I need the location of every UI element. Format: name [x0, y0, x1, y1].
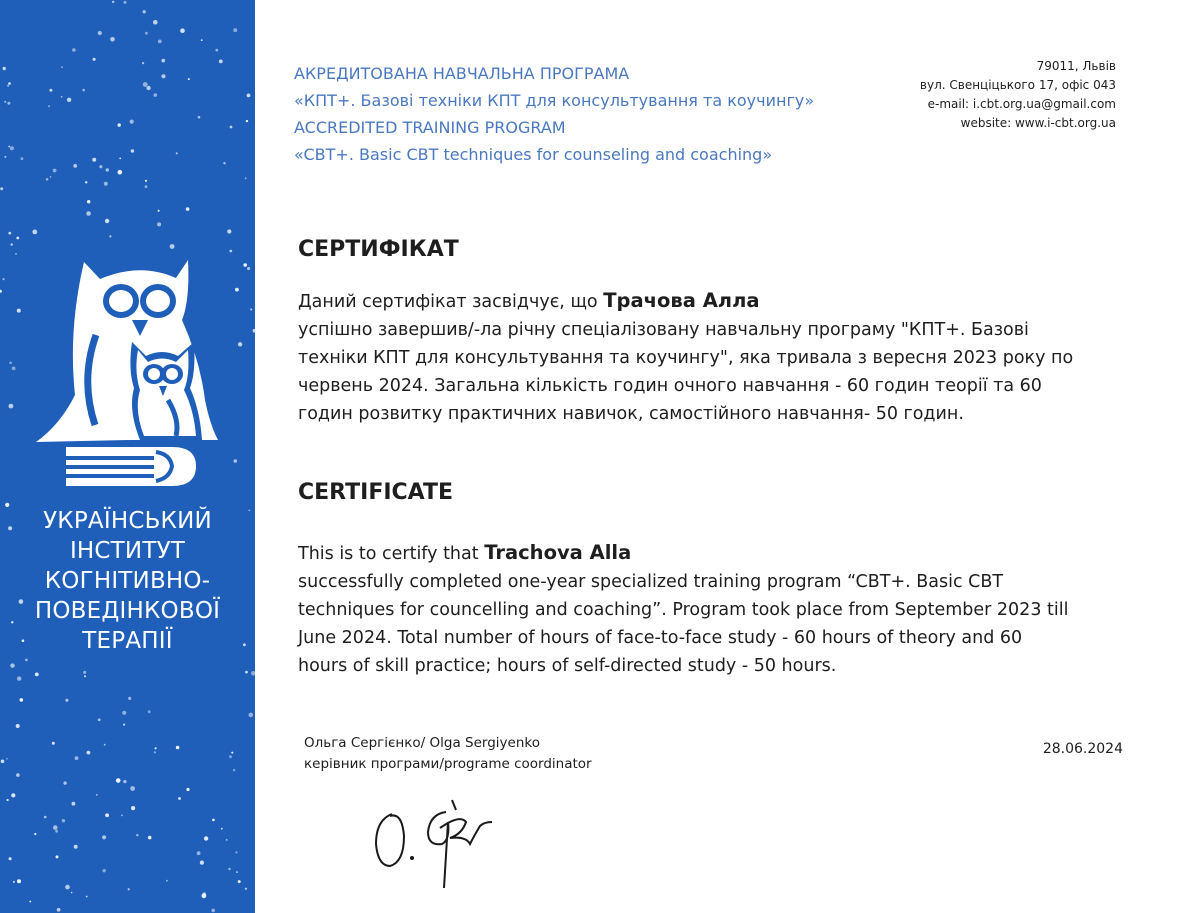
coordinator-block [304, 733, 592, 775]
intro-text-en: This is to certify that [298, 544, 485, 564]
body-line-ua: техніки КПТ для консультування та коучингу", яка тривала з вересня 2023 року по [298, 348, 1074, 368]
institute-name-line: ІНСТИТУТ [69, 538, 186, 564]
program-line: ACCREDITED TRAINING PROGRAM [294, 118, 566, 137]
body-line-ua: успішно завершив/-ла річну спеціалізовану навчальну програму "КПТ+. Базові [298, 320, 1029, 340]
body-line-en: hours of skill practice; hours of self-directed study - 50 hours. [298, 656, 837, 676]
body-line-ua: червень 2024. Загальна кількість годин очного навчання - 60 годин теорії та 60 [298, 376, 1042, 396]
issue-date: 28.06.2024 [1042, 741, 1123, 757]
institute-name-line: КОГНІТИВНО- [44, 568, 211, 594]
contact-address: вул. Свенціцького 17, офіс 043 [919, 78, 1116, 92]
body-line-en: successfully completed one-year specialized training program “CBT+. Basic CBT [298, 572, 1004, 592]
body-line-en: June 2024. Total number of hours of face-to-face study - 60 hours of theory and 60 [298, 628, 1023, 648]
recipient-name-ua: Трачова Алла [603, 289, 760, 312]
coordinator-role: керівник програми/programe coordinator [304, 756, 592, 772]
coordinator-name: Ольга Сергієнко/ Olga Sergiyenko [304, 735, 540, 751]
contact-block [920, 57, 1116, 133]
certificate-heading-ua: СЕРТИФІКАТ [298, 237, 459, 262]
contact-city: 79011, Львів [1036, 59, 1116, 73]
contact-website: website: www.i-cbt.org.ua [960, 116, 1116, 130]
institute-name-line: ТЕРАПІЇ [82, 628, 173, 654]
owl-logo-icon [0, 0, 255, 913]
institute-name-line: УКРАЇНСЬКИЙ [43, 508, 212, 534]
program-title-block [294, 60, 814, 168]
certificate-body-en [298, 539, 1143, 680]
body-line-ua: годин розвитку практичних навичок, самостійного навчання- 50 годин. [298, 404, 964, 424]
body-line-en: techniques for councelling and coaching”. Program took place from September 2023 till [298, 600, 1069, 620]
certificate-body-ua [298, 287, 1143, 428]
sidebar-panel [0, 0, 255, 913]
contact-email: e-mail: i.cbt.org.ua@gmail.com [927, 97, 1116, 111]
intro-text-ua: Даний сертифікат засвідчує, що [298, 292, 604, 312]
intro-line-en [298, 539, 1143, 568]
program-line: «КПТ+. Базові техніки КПТ для консультування та коучингу» [294, 91, 815, 110]
certificate-heading-en: CERTIFICATE [298, 480, 454, 505]
institute-name [0, 506, 255, 656]
intro-line-ua [298, 287, 1143, 316]
program-line: АКРЕДИТОВАНА НАВЧАЛЬНА ПРОГРАМА [294, 64, 630, 83]
signature-image [370, 792, 500, 892]
institute-name-line: ПОВЕДІНКОВОЇ [34, 598, 221, 624]
recipient-name-en: Trachova Alla [484, 541, 632, 564]
program-line: «CBT+. Basic CBT techniques for counseling and coaching» [294, 145, 773, 164]
